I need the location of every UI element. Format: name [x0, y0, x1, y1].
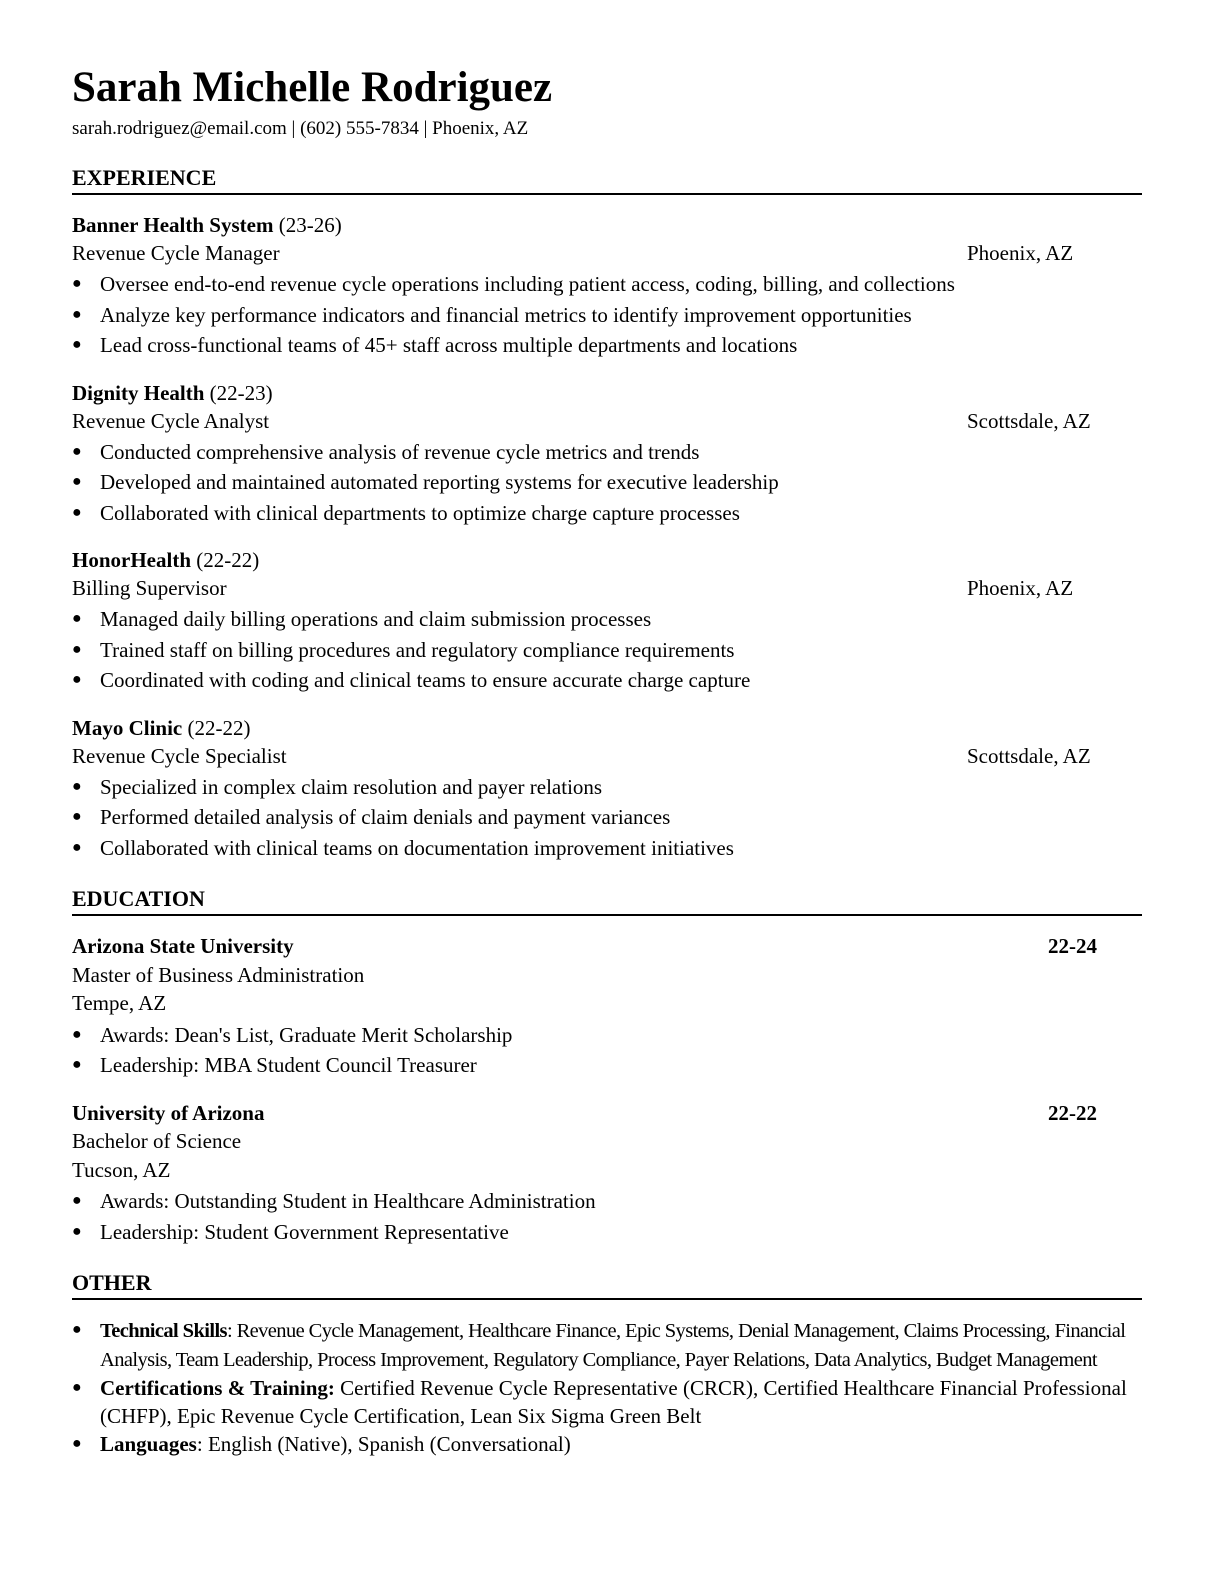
school-header [72, 1099, 1142, 1128]
other-item [72, 1316, 1142, 1374]
other-label: Certifications & Training: [100, 1376, 335, 1400]
bullet-icon: ● [72, 1379, 82, 1396]
school-years: 22-22 [1048, 1100, 1097, 1125]
other-item [72, 1430, 1142, 1458]
bullet-text: Collaborated with clinical departments to optimize charge capture processes [100, 500, 740, 525]
bullet-list [72, 437, 1142, 529]
bullet-item [72, 467, 1142, 498]
job-title-row [72, 239, 1142, 267]
company-name: Banner Health System [72, 213, 274, 237]
other-label: Languages [100, 1432, 197, 1456]
job-header [72, 714, 1142, 742]
resume-page [72, 62, 1142, 1458]
school-header [72, 932, 1142, 961]
job-title-row [72, 742, 1142, 770]
other-text [100, 1320, 1125, 1371]
other-list [72, 1316, 1142, 1458]
other-text [100, 1376, 1127, 1428]
bullet-item [72, 330, 1142, 361]
bullet-icon: ● [72, 1435, 82, 1452]
company-name: Dignity Health [72, 380, 205, 405]
bullet-icon: ● [72, 503, 82, 521]
job-title: Revenue Cycle Specialist [72, 743, 287, 768]
bullet-text: Performed detailed analysis of claim denials and payment variances [100, 805, 671, 829]
other-label: Technical Skills [100, 1320, 227, 1342]
bullet-icon: ● [72, 305, 82, 323]
bullet-icon: ● [72, 838, 82, 856]
school-location: Tucson, AZ [72, 1157, 171, 1182]
job-dates: (22-23) [209, 380, 273, 405]
other-separator: : [196, 1432, 203, 1456]
bullet-text: Trained staff on billing procedures and regulatory compliance requirements [100, 637, 735, 662]
experience-list [72, 211, 1142, 863]
other-value: English (Native), Spanish (Conversational) [202, 1432, 571, 1456]
bullet-item [72, 1050, 1142, 1081]
job-title: Revenue Cycle Analyst [72, 408, 270, 433]
bullet-icon: ● [72, 473, 82, 490]
education-entry [72, 1099, 1142, 1248]
bullet-list [72, 269, 1142, 361]
bullet-item [72, 802, 1142, 833]
bullet-icon: ● [72, 777, 82, 795]
other-item [72, 1374, 1142, 1430]
section-title-experience: EXPERIENCE [72, 164, 1142, 195]
company-name: Mayo Clinic [72, 715, 183, 740]
bullet-icon: ● [72, 1192, 82, 1209]
bullet-text: Leadership: Student Government Representative [100, 1219, 509, 1244]
job-entry [72, 714, 1142, 864]
degree: Bachelor of Science [72, 1129, 242, 1153]
bullet-icon: ● [72, 275, 82, 292]
bullet-list [72, 1186, 1142, 1247]
bullet-icon: ● [72, 1056, 82, 1073]
bullet-icon: ● [72, 808, 82, 825]
bullet-item [72, 635, 1142, 666]
job-header [72, 379, 1142, 407]
job-entry [72, 546, 1142, 696]
company-name: HonorHealth [72, 548, 191, 572]
bullet-item [72, 604, 1142, 635]
bullet-item [72, 300, 1142, 331]
other-separator: : [226, 1320, 233, 1342]
contact-info: sarah.rodriguez@email.com | (602) 555-7834 | Phoenix, AZ [72, 118, 529, 139]
bullet-text: Specialized in complex claim resolution and payer relations [100, 774, 603, 799]
section-title-other: OTHER [72, 1269, 1142, 1300]
school-name: Arizona State University [72, 934, 294, 958]
job-dates: (22-22) [187, 715, 251, 740]
job-location: Phoenix, AZ [967, 241, 1074, 265]
school-years: 22-24 [1048, 934, 1097, 958]
job-dates: (23-26) [278, 213, 342, 237]
bullet-icon: ● [72, 610, 82, 627]
other-value: Certified Revenue Cycle Representative (CRCR), Certified Healthcare Financial Professional (CHFP), Epic Revenue Cycle Certification, Lean Six Sigma Green Belt [100, 1376, 1127, 1428]
school-location: Tempe, AZ [72, 991, 167, 1015]
bullet-item [72, 1020, 1142, 1051]
candidate-name: Sarah Michelle Rodriguez [72, 64, 553, 111]
education-entry [72, 932, 1142, 1081]
job-title: Billing Supervisor [72, 576, 227, 600]
bullet-text: Leadership: MBA Student Council Treasurer [100, 1053, 477, 1077]
bullet-item [72, 1186, 1142, 1217]
bullet-icon: ● [72, 1025, 82, 1043]
bullet-text: Awards: Outstanding Student in Healthcare Administration [100, 1189, 596, 1213]
bullet-item [72, 833, 1142, 864]
job-location: Scottsdale, AZ [967, 408, 1091, 433]
bullet-icon: ● [72, 442, 82, 460]
bullet-text: Managed daily billing operations and claim submission processes [100, 607, 652, 631]
section-title-education: EDUCATION [72, 885, 1142, 916]
bullet-item [72, 1217, 1142, 1248]
bullet-item [72, 498, 1142, 529]
bullet-item [72, 665, 1142, 696]
bullet-icon: ● [72, 640, 82, 658]
bullet-text: Developed and maintained automated reporting systems for executive leadership [100, 470, 779, 494]
job-location: Phoenix, AZ [967, 576, 1074, 600]
bullet-text: Analyze key performance indicators and financial metrics to identify improvement opportunities [100, 302, 912, 327]
job-title-row [72, 407, 1142, 435]
job-header [72, 546, 1142, 574]
bullet-list [72, 772, 1142, 864]
job-entry [72, 379, 1142, 529]
other-value: Revenue Cycle Management, Healthcare Finance, Epic Systems, Denial Management, Claims Processing, Financial Analysis, Team Leadership, Process Improvement, Regulatory Compliance, Payer Relations, Data Analytics, Budget Management [100, 1320, 1126, 1371]
degree: Master of Business Administration [72, 962, 365, 987]
bullet-icon: ● [72, 336, 82, 353]
bullet-icon: ● [72, 1321, 82, 1338]
bullet-text: Collaborated with clinical teams on documentation improvement initiatives [100, 835, 734, 860]
job-title: Revenue Cycle Manager [72, 241, 280, 265]
bullet-icon: ● [72, 1222, 82, 1240]
school-name: University of Arizona [72, 1100, 265, 1125]
job-dates: (22-22) [196, 548, 260, 572]
other-text [100, 1432, 571, 1456]
bullet-item [72, 772, 1142, 803]
bullet-text: Awards: Dean's List, Graduate Merit Scholarship [100, 1022, 513, 1047]
bullet-text: Lead cross-functional teams of 45+ staff across multiple departments and locations [100, 333, 798, 357]
bullet-list [72, 604, 1142, 696]
bullet-item [72, 437, 1142, 468]
bullet-item [72, 269, 1142, 300]
bullet-list [72, 1020, 1142, 1081]
bullet-text: Conducted comprehensive analysis of revenue cycle metrics and trends [100, 439, 700, 464]
bullet-text: Oversee end-to-end revenue cycle operations including patient access, coding, billing, and collections [100, 272, 955, 296]
job-entry [72, 211, 1142, 361]
job-title-row [72, 574, 1142, 602]
bullet-icon: ● [72, 671, 82, 688]
job-header [72, 211, 1142, 239]
bullet-text: Coordinated with coding and clinical teams to ensure accurate charge capture [100, 668, 751, 692]
job-location: Scottsdale, AZ [967, 743, 1091, 768]
education-list [72, 932, 1142, 1247]
